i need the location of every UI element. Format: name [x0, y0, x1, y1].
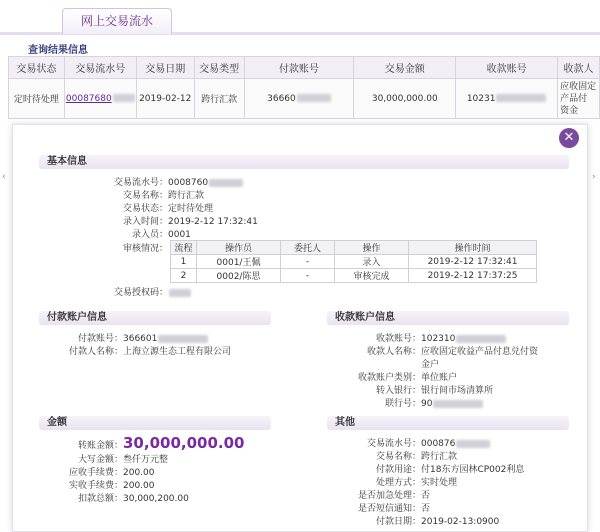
column-header: 交易状态: [9, 57, 65, 79]
field-entry-operator: 录入员：0001: [131, 230, 191, 240]
audit-cell: 2019-2-12 17:37:25: [409, 269, 537, 283]
table-header-row: [9, 57, 600, 79]
section-payee-info: 收款账户信息: [327, 311, 569, 325]
redaction: [433, 400, 483, 408]
audit-cell: -: [281, 255, 335, 269]
scroll-left-icon[interactable]: ‹: [2, 172, 6, 182]
redaction: [456, 440, 490, 448]
redaction: [169, 289, 191, 297]
field-other-serial: 交易流水号：000876: [331, 436, 490, 449]
column-header: 付款账号: [244, 57, 354, 79]
audit-cell: 0002/陈思: [197, 269, 281, 283]
field-other-name: 交易名称：跨行汇款: [375, 452, 458, 462]
redaction: [209, 179, 243, 187]
field-payee-bank: 转入银行：银行间市场清算所: [375, 386, 494, 396]
column-header: 交易日期: [136, 57, 194, 79]
section-payer-info: 付款账户信息: [39, 311, 271, 325]
column-header: 操作: [335, 241, 409, 255]
close-icon[interactable]: ✕: [559, 128, 579, 148]
redaction: [456, 335, 506, 343]
result-section-title: 查询结果信息: [28, 45, 88, 56]
field-urgent: 是否加急处理：否: [357, 491, 431, 501]
cell-payer-account: 36660: [244, 79, 354, 119]
field-total-deduct: 扣款总额：30,000,200.00: [77, 494, 189, 504]
field-payer-account: 付款账号：366601: [43, 331, 208, 344]
field-payee-name-cont: 金户: [421, 360, 440, 370]
cell-serial[interactable]: [64, 79, 136, 119]
cell-type: 跨行汇款: [194, 79, 244, 119]
column-header: 交易类型: [194, 57, 244, 79]
field-fee-paid: 实收手续费：200.00: [68, 481, 155, 491]
table-row: [171, 269, 537, 283]
redaction: [113, 94, 135, 102]
field-payee-type: 收款账户类别：单位账户: [357, 373, 458, 383]
audit-cell: 1: [171, 255, 197, 269]
detail-panel: [12, 124, 588, 532]
audit-cell: 2019-2-12 17:32:41: [409, 255, 537, 269]
section-other: 其他: [327, 416, 569, 430]
audit-cell: 审核完成: [335, 269, 409, 283]
column-header: 操作时间: [409, 241, 537, 255]
table-row[interactable]: [9, 79, 600, 119]
table-row: [171, 255, 537, 269]
field-payer-name: 付款人名称：上海立源生态工程有限公司: [68, 347, 232, 357]
audit-table: [170, 240, 537, 283]
audit-cell: 2: [171, 269, 197, 283]
scroll-right-icon[interactable]: ›: [592, 172, 596, 182]
field-entry-time: 录入时间：2019-2-12 17:32:41: [122, 217, 258, 227]
field-serial: 交易流水号：0008760: [73, 175, 243, 188]
redaction: [496, 94, 546, 102]
field-sms: 是否短信通知：否: [357, 504, 431, 514]
cell-payee-account: 10231: [456, 79, 558, 119]
field-fee-due: 应收手续费：200.00: [68, 468, 155, 478]
cell-payee-name: 应收固定 产品付 资金: [558, 79, 600, 119]
field-bank-code: 联行号：90: [331, 396, 483, 409]
field-transfer-amount: 转账金额：30,000,000.00: [77, 434, 245, 452]
field-purpose: 付款用途：付18东方园林CP002利息: [375, 465, 525, 475]
tab-transaction-flow[interactable]: 网上交易流水: [62, 8, 172, 34]
field-payee-account: 收款账号：102310: [331, 331, 506, 344]
redaction: [158, 335, 208, 343]
column-header: 委托人: [281, 241, 335, 255]
column-header: 交易流水号: [64, 57, 136, 79]
cell-amount: 30,000,000.00: [354, 79, 456, 119]
column-header: 收款账号: [456, 57, 558, 79]
audit-cell: -: [281, 269, 335, 283]
section-amount: 金额: [39, 416, 271, 430]
field-process-mode: 处理方式：实时处理: [375, 478, 458, 488]
field-payee-name: 收款人名称：应收固定收益产品付息兑付资: [366, 347, 539, 357]
column-header: 交易金额: [354, 57, 456, 79]
column-header: 流程: [171, 241, 197, 255]
audit-cell: 录入: [335, 255, 409, 269]
section-basic-info: 基本信息: [39, 155, 569, 169]
audit-cell: 0001/王佩: [197, 255, 281, 269]
serial-link[interactable]: 00087680: [65, 93, 112, 104]
cell-status: 定时待处理: [9, 79, 65, 119]
field-name: 交易名称：跨行汇款: [122, 191, 205, 201]
audit-header-row: [171, 241, 537, 255]
redaction: [297, 94, 331, 102]
column-header: 收款人: [558, 57, 600, 79]
cell-date: 2019-02-12: [136, 79, 194, 119]
field-amount-words: 大写金额：叁仟万元整: [77, 455, 169, 465]
result-table: [8, 56, 600, 119]
audit-label: 审核情况：: [122, 244, 168, 254]
column-header: 操作员: [197, 241, 281, 255]
tab-bar: [0, 0, 600, 36]
field-status: 交易状态：定时待处理: [122, 204, 214, 214]
field-auth-code: 交易授权码：: [73, 285, 191, 298]
field-pay-date: 付款日期：2019-02-13:0900: [375, 517, 500, 527]
